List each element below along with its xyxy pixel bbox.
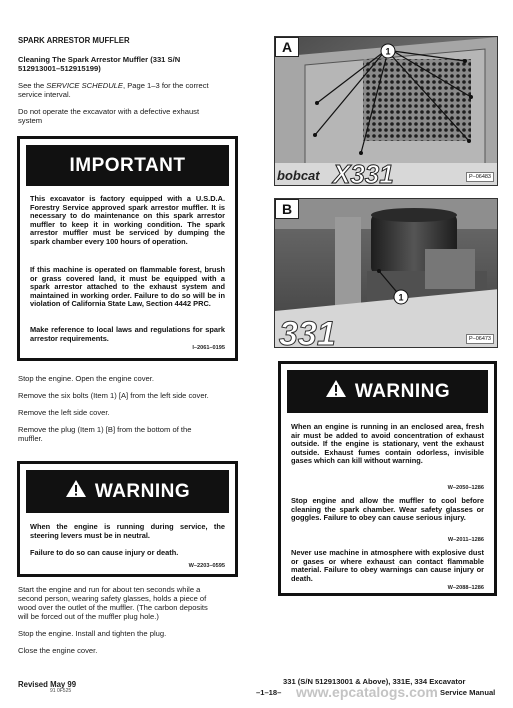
important-paragraph-2: If this machine is operated on flammable forest, brush or grass covered land, it must be equipped with a spark arrestor attached to the exhaust system and maintained in working order. Failure to do so will be in violation of California State Law, Section 4442 PRC. <box>30 265 225 309</box>
warning-right-title: WARNING <box>354 380 451 402</box>
bobcat-decal: bobcat <box>277 168 320 183</box>
figure-a-callout-1: 1 <box>385 46 391 57</box>
page-number: –1–18– <box>256 688 282 697</box>
muffler-illustration <box>275 199 498 348</box>
step-remove-plug-line-1: Remove the plug (Item 1) [B] from the bottom of the <box>18 425 192 434</box>
331-decal: 331 <box>279 315 336 349</box>
see-page-text: , Page 1–3 for the correct <box>122 81 209 90</box>
figure-b-code: P–06473 <box>466 334 494 344</box>
do-not-operate-line-1: Do not operate the excavator with a defective exhaust <box>18 107 200 116</box>
see-schedule-line-2: service interval. <box>18 90 71 99</box>
section-heading: SPARK ARRESTOR MUFFLER <box>18 36 130 45</box>
important-box <box>17 136 238 361</box>
start-engine-line-1: Start the engine and run for about ten seconds while a <box>18 585 201 594</box>
subheading-line-1: Cleaning The Spark Arrestor Muffler (331 S/N <box>18 55 181 64</box>
figure-b-callout-1: 1 <box>398 292 404 303</box>
warning-left-title: WARNING <box>94 480 191 502</box>
warning-box-right <box>278 361 497 596</box>
see-text: See the <box>18 81 47 90</box>
step-stop-engine: Stop the engine. Open the engine cover. <box>18 374 154 383</box>
warning-box-left <box>17 461 238 577</box>
step-remove-bolts: Remove the six bolts (Item 1) [A] from the left side cover. <box>18 391 209 400</box>
warning-left-paragraph-2: Failure to do so can cause injury or death. <box>30 548 179 557</box>
warning-right-code-1: W–2050–1286 <box>447 485 484 491</box>
figure-b-label: B <box>275 199 299 219</box>
start-engine-line-2: second person, wearing safety glasses, holds a piece of <box>18 594 207 603</box>
close-cover-step: Close the engine cover. <box>18 646 98 655</box>
x331-decal: X331 <box>333 159 394 187</box>
step-remove-plug-line-2: muffler. <box>18 434 43 443</box>
warning-triangle-icon <box>325 379 347 404</box>
warning-left-code: W–2203–0595 <box>188 563 225 569</box>
figure-a-code: P–06483 <box>466 172 494 182</box>
see-schedule-line-1 <box>18 81 209 90</box>
start-engine-line-4: will be forced out of the muffler plug hole.) <box>18 612 159 621</box>
warning-left-paragraph-1: When the engine is running during service, the steering levers must be in neutral. <box>30 522 225 540</box>
warning-right-paragraph-3: Never use machine in atmosphere with explosive dust or gases or where exhaust can contact flammable material. Failure to obey warnings can cause injury or death. <box>291 548 484 583</box>
step-remove-cover: Remove the left side cover. <box>18 408 110 417</box>
warning-right-paragraph-1: When an engine is running in an enclosed area, fresh air must be added to avoid concentration of exhaust outside. If the engine is stationary, vent the exhaust outside. Exhaust fumes contain odorless, invisible gases which can kill without warning. <box>291 422 484 466</box>
subheading-line-2: 512913001–512915199) <box>18 64 101 73</box>
warning-triangle-icon <box>65 479 87 504</box>
figure-b-photo <box>274 198 498 348</box>
install-plug-step: Stop the engine. Install and tighten the plug. <box>18 629 167 638</box>
watermark-text: www.epcatalogs.com <box>296 684 438 700</box>
figure-a-label: A <box>275 37 299 57</box>
model-line: 331 (S/N 512913001 & Above), 331E, 334 Excavator <box>283 677 466 686</box>
revised-date: Revised May 99 <box>18 680 77 689</box>
important-code: I–2061–0195 <box>192 345 225 351</box>
service-manual-label: Service Manual <box>440 688 496 697</box>
warning-left-header <box>26 470 229 513</box>
warning-right-header <box>287 370 488 413</box>
start-engine-line-3: wood over the outlet of the muffler. (The carbon deposits <box>18 603 208 612</box>
important-title: IMPORTANT <box>26 145 229 186</box>
figure-a-photo <box>274 36 498 186</box>
important-paragraph-1: This excavator is factory equipped with a U.S.D.A. Forestry Service approved spark arrestor muffler. It is necessary to do maintenance on this spark arrestor muffler to keep it in working condition. The spark arrestor muffler must be serviced by dumping the spark chamber every 100 hours of operation. <box>30 194 225 246</box>
warning-right-code-3: W–2088–1286 <box>447 585 484 591</box>
print-stamp: 91 0F525 <box>50 688 72 694</box>
warning-right-code-2: W–2011–1286 <box>447 537 484 543</box>
warning-right-paragraph-2: Stop engine and allow the muffler to cool before cleaning the spark chamber. Wear safety glasses or goggles. Failure to obey can cause serious injury. <box>291 496 484 523</box>
important-paragraph-3: Make reference to local laws and regulations for spark arrestor requirements. <box>30 325 225 343</box>
engine-cover-illustration <box>275 37 498 186</box>
service-schedule-reference[interactable]: SERVICE SCHEDULE <box>46 81 123 90</box>
do-not-operate-line-2: system <box>18 116 43 125</box>
